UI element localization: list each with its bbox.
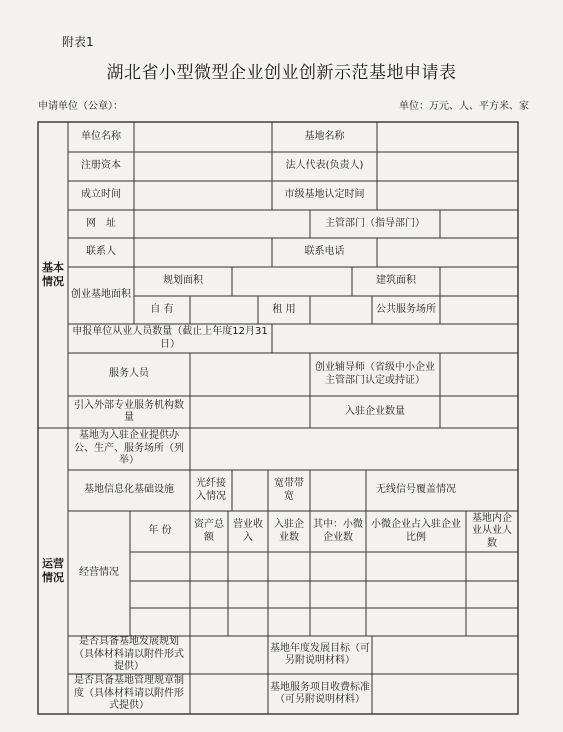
built-area-label: 建筑面积	[376, 275, 416, 287]
authority-label: 主管部门（指导部门）	[325, 217, 425, 229]
revenue-header: 营业收入	[233, 519, 263, 543]
page-title: 湖北省小型微型企业创业创新示范基地申请表	[106, 63, 457, 83]
phone-label: 联系电话	[304, 246, 345, 258]
section-basic-label: 基本情况	[42, 261, 64, 288]
dev-plan-label: 是否具备基地发展规划（具体材料请以附件形式提供）	[74, 636, 184, 673]
resident-count-label: 入驻企业数量	[345, 405, 405, 417]
attachment-label: 附表1	[62, 35, 94, 49]
facilities-label: 基地为入驻企业提供办公、生产、服务场所（列举）	[74, 430, 184, 467]
staff-count-label: 申报单位从业人员数量（截止上年度12月31日）	[72, 326, 268, 350]
planned-area-label: 规划面积	[163, 275, 203, 287]
annual-goal-label: 基地年度发展目标（可另附说明材料）	[270, 642, 370, 666]
city-recognition-label: 市级基地认定时间	[284, 189, 365, 201]
registered-capital-label: 注册资本	[81, 160, 121, 172]
business-label: 经营情况	[79, 567, 119, 579]
service-staff-label: 服务人员	[109, 368, 149, 380]
external-agencies-label: 引入外部专业服务机构数量	[74, 399, 184, 423]
base-name-label: 基地名称	[304, 130, 345, 142]
contact-label: 联系人	[86, 246, 116, 258]
resident-enterprises-header: 入驻企业数	[274, 519, 304, 543]
mgmt-rules-label: 是否具备基地管理规章制度（具体材料请以附件形式提供）	[74, 675, 184, 712]
units-label: 单位：万元、人、平方米、家	[399, 101, 529, 112]
owned-label: 自 有	[150, 303, 174, 315]
micro-ratio-header: 小微企业占入驻企业比例	[371, 519, 461, 543]
unit-name-label: 单位名称	[81, 130, 121, 142]
wifi-label: 无线信号覆盖情况	[376, 484, 456, 496]
year-header: 年 份	[148, 525, 172, 537]
fee-standard-label: 基地服务项目收费标准（可另附说明材料）	[270, 681, 370, 705]
it-infra-label: 基地信息化基础设施	[84, 484, 174, 496]
legal-rep-label: 法人代表(负责人)	[285, 160, 364, 172]
area-label: 创业基地面积	[71, 289, 131, 301]
employees-header: 基地内企业从业人数	[472, 512, 512, 549]
micro-count-header: 其中：小微企业数	[313, 519, 363, 543]
established-label: 成立时间	[81, 189, 121, 201]
website-label: 网 址	[86, 217, 116, 229]
section-operation-label: 运营情况	[42, 557, 64, 584]
fiber-label: 光纤接入情况	[196, 478, 226, 502]
mentor-label: 创业辅导师（省级中小企业主管部门认定或持证）	[315, 362, 435, 386]
public-area-label: 公共服务场所	[376, 303, 436, 315]
broadband-label: 宽带带宽	[274, 478, 304, 502]
applicant-label: 申请单位（公章）：	[38, 101, 123, 112]
rented-label: 租 用	[272, 303, 296, 315]
assets-header: 资产总额	[194, 519, 224, 543]
